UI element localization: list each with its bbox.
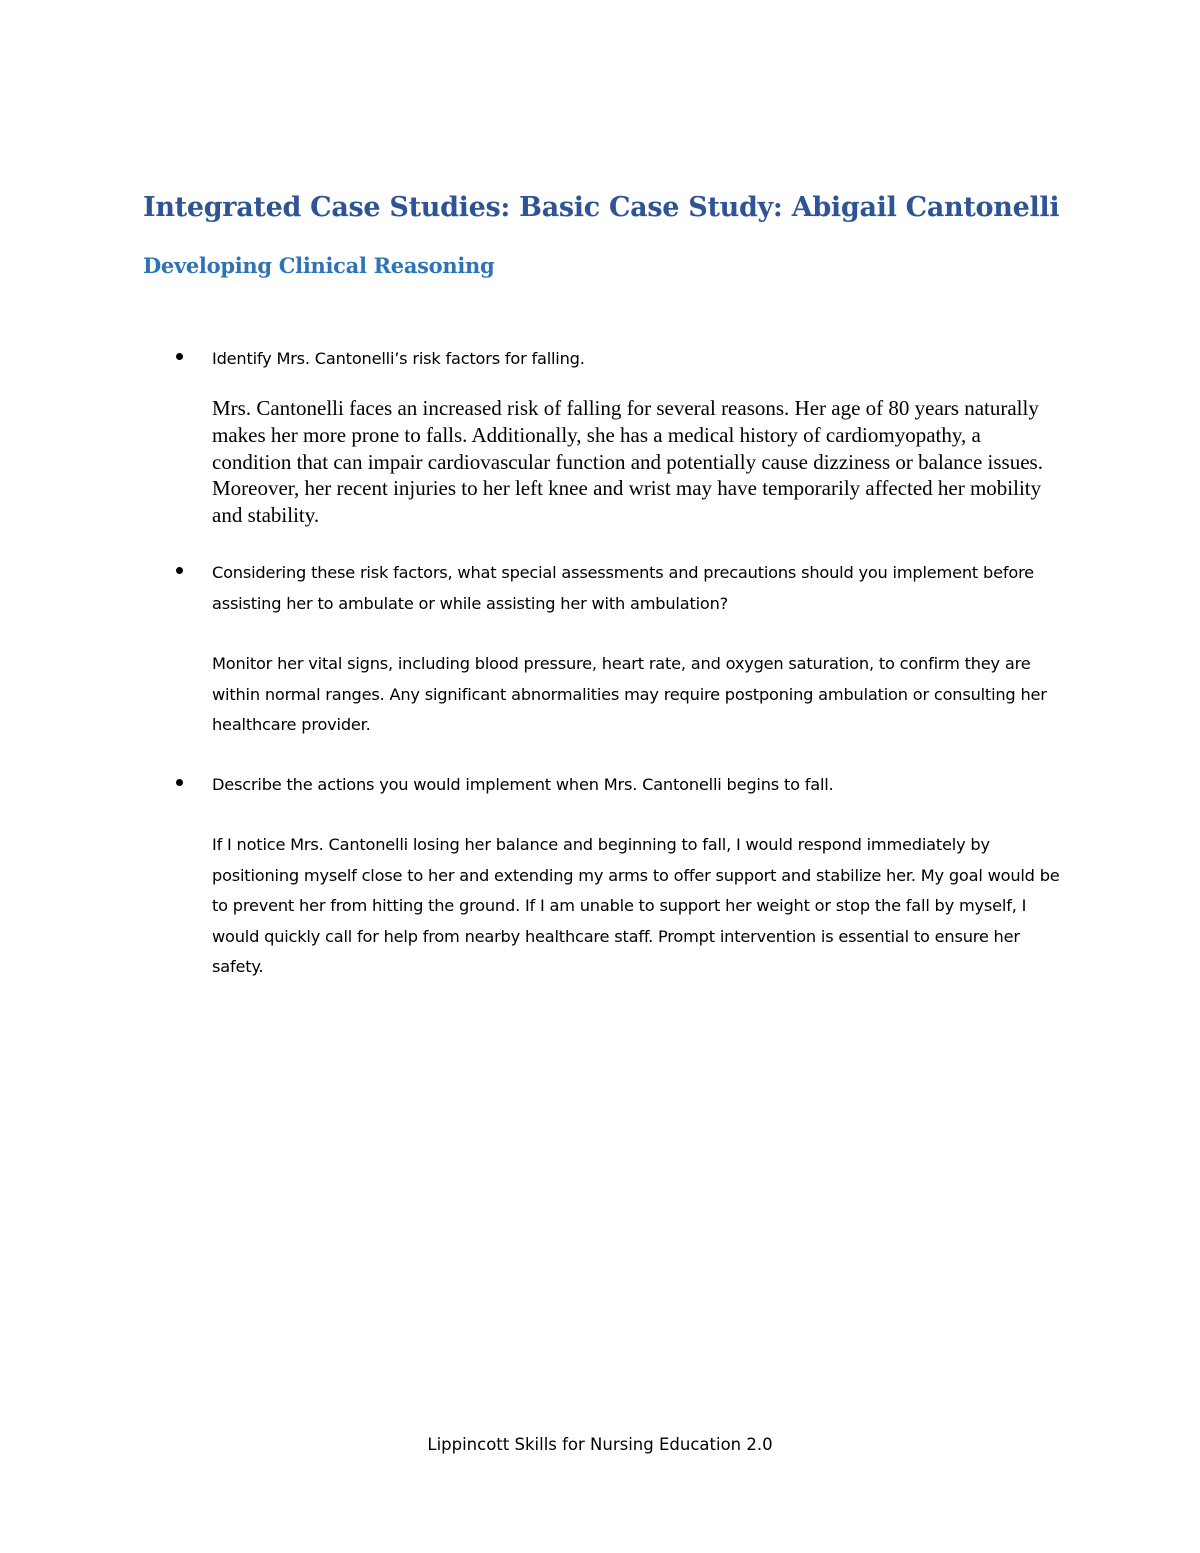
section-heading: Developing Clinical Reasoning (143, 253, 495, 278)
answer-text: If I notice Mrs. Cantonelli losing her balance and beginning to fall, I would respond immediately by positioning myself close to her and extending my arms to offer support and stabilize her. My goal would be to prevent her from hitting the ground. If I am unable to support her weight or stop the fall by myself, I would quickly call for help from nearby healthcare staff. Prompt intervention is essential to ensure her safety. (212, 835, 1060, 976)
page-footer: Lippincott Skills for Nursing Education 2.0 (427, 1435, 773, 1454)
answer-text: Monitor her vital signs, including blood pressure, heart rate, and oxygen saturation, to confirm they are within normal ranges. Any significant abnormalities may require postponing ambulation or consulting her healthcare provider. (212, 654, 1047, 734)
bullet-icon (176, 567, 183, 574)
answer-text: Mrs. Cantonelli faces an increased risk of falling for several reasons. Her age of 80 years naturally makes her more prone to falls. Additionally, she has a medical history of cardiomyopathy, a condition that can impair cardiovascular function and potentially cause dizziness or balance issues. Moreover, her recent injuries to her left knee and wrist may have temporarily affected her mobility and stability. (212, 396, 1043, 528)
question-text: Identify Mrs. Cantonelli’s risk factors for falling. (212, 349, 585, 368)
document-title: Integrated Case Studies: Basic Case Study: Abigail Cantonelli (143, 192, 1060, 223)
bullet-icon (176, 353, 183, 360)
bullet-icon (176, 779, 183, 786)
question-text: Considering these risk factors, what special assessments and precautions should you implement before assisting her to ambulate or while assisting her with ambulation? (212, 563, 1034, 613)
question-text: Describe the actions you would implement when Mrs. Cantonelli begins to fall. (212, 775, 834, 794)
